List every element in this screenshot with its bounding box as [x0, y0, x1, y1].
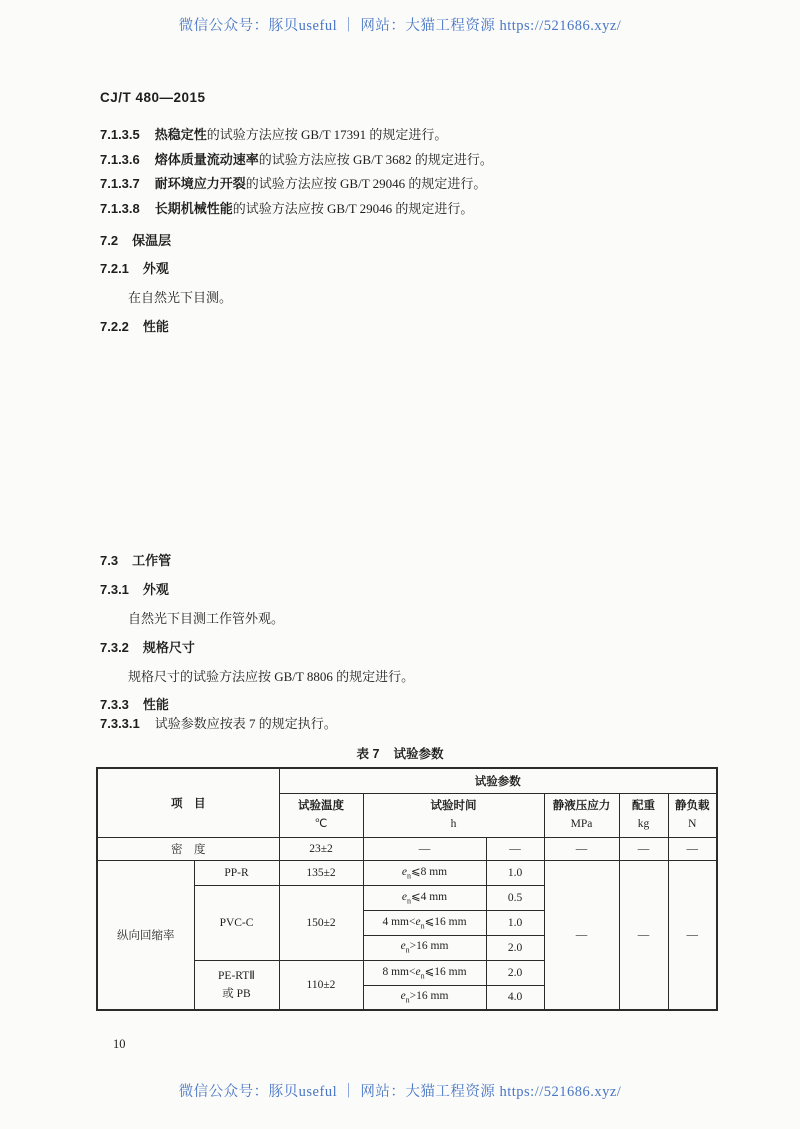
clause-number: 7.3.3.1 — [100, 716, 140, 731]
cell-pressure: — — [544, 837, 619, 860]
cell-temp: 110±2 — [279, 960, 363, 1010]
clause-line — [100, 441, 115, 466]
cond-subscript: n — [405, 995, 410, 1005]
clause-line — [100, 491, 115, 516]
header-unit: h — [450, 818, 457, 830]
clause-text: 的试验方法应按 GB/T 3682 的规定进行。 — [258, 151, 493, 167]
cell-temp: 135±2 — [279, 860, 363, 885]
cell-time-val: 2.0 — [486, 960, 544, 985]
section-heading-722 — [100, 316, 169, 335]
cell-time-val: 2.0 — [486, 935, 544, 960]
header-label: 静负载 — [675, 800, 710, 812]
cell-material-pert — [194, 960, 279, 1010]
cell-time-cond — [363, 910, 486, 935]
table-row-density — [97, 837, 717, 860]
clause-line — [100, 148, 493, 173]
cell-pressure: — — [544, 860, 619, 1010]
table-row-shrinkage-ppr — [97, 860, 717, 885]
section-number: 7.3 — [100, 553, 119, 568]
cell-time-cond — [363, 935, 486, 960]
clause-line — [100, 123, 493, 148]
cell-time-val: — — [486, 837, 544, 860]
clause-line — [100, 466, 115, 491]
cond-symbol-e: e — [401, 866, 407, 879]
cond-subscript: n — [406, 896, 411, 906]
section-number: 7.2 — [100, 233, 119, 248]
cell-time-val: 1.0 — [486, 860, 544, 885]
paragraph-721: 在自然光下目测。 — [128, 290, 233, 305]
cond-suffix: ⩽4 mm — [410, 891, 448, 904]
clause-term: 长期机械性能 — [154, 200, 233, 216]
section-number: 7.3.1 — [100, 582, 129, 597]
header-unit: ℃ — [314, 818, 328, 830]
header-unit: MPa — [570, 818, 593, 830]
header-label: 配重 — [632, 800, 655, 812]
cell-time-cond — [363, 885, 486, 910]
cell-weight: — — [619, 860, 668, 1010]
section-heading-733 — [100, 694, 169, 713]
section-heading-73 — [100, 550, 171, 569]
doc-number: CJ/T 480—2015 — [100, 90, 206, 105]
cell-time-cond — [363, 960, 486, 985]
header-label: 试验时间 — [430, 800, 477, 812]
cell-time-val: 4.0 — [486, 985, 544, 1010]
cond-suffix: ⩽16 mm — [424, 916, 467, 929]
section-title: 工作管 — [132, 553, 172, 568]
section-heading-731 — [100, 579, 169, 598]
clause-group-713 — [100, 123, 493, 221]
clause-line — [100, 172, 493, 197]
clause-number: 7.1.3.5 — [100, 127, 140, 142]
cond-subscript: n — [420, 971, 425, 981]
clause-number: 7.1.3.7 — [100, 176, 140, 192]
cell-temp: 150±2 — [279, 885, 363, 960]
section-heading-732 — [100, 637, 195, 656]
header-cell-weight — [619, 793, 668, 837]
cond-suffix: ⩽8 mm — [410, 866, 448, 879]
clause-number: 7.1.3.8 — [100, 200, 140, 216]
cell-load: — — [668, 860, 717, 1010]
header-cell-temperature — [279, 793, 363, 837]
cell-time-val: 1.0 — [486, 910, 544, 935]
watermark-bottom: 微信公众号：豚贝useful ｜ 网站：大猫工程资源 https://521686.xyz/ — [178, 1084, 622, 1100]
section-title: 外观 — [142, 261, 169, 276]
cond-symbol-e: e — [400, 940, 406, 953]
cond-subscript: n — [405, 945, 410, 955]
clause-line — [100, 368, 115, 393]
table7-test-parameters — [96, 767, 718, 1011]
section-number: 7.2.2 — [100, 319, 129, 334]
header-cell-item: 项 目 — [97, 768, 279, 837]
section-title: 外观 — [142, 582, 169, 597]
cond-symbol-e: e — [400, 990, 406, 1003]
cond-subscript: n — [420, 921, 425, 931]
header-cell-group: 试验参数 — [279, 768, 717, 793]
section-number: 7.2.1 — [100, 261, 129, 276]
material-line1: PE-RTⅡ — [218, 969, 255, 982]
header-unit: N — [688, 818, 697, 830]
clause-term: 耐环境应力开裂 — [154, 176, 246, 192]
cell-material-pvcc: PVC-C — [194, 885, 279, 960]
clause-7331 — [100, 713, 337, 732]
clause-text: 试验参数应按表 7 的规定执行。 — [154, 716, 337, 731]
clause-line — [100, 392, 115, 417]
clause-text: 的试验方法应按 GB/T 29046 的规定进行。 — [245, 176, 487, 192]
section-title: 性能 — [142, 319, 169, 334]
header-cell-pressure — [544, 793, 619, 837]
section-number: 7.3.3 — [100, 697, 129, 712]
clause-text: 的试验方法应按 GB/T 17391 的规定进行。 — [206, 127, 448, 142]
cell-time-val: 0.5 — [486, 885, 544, 910]
table-header-row-1 — [97, 768, 717, 793]
clause-line — [100, 197, 493, 222]
page-number: 10 — [113, 1037, 126, 1051]
header-unit: kg — [637, 818, 650, 830]
cond-symbol-e: e — [401, 891, 407, 904]
cond-symbol-e: e — [415, 916, 421, 929]
cond-subscript: n — [406, 871, 411, 881]
cell-material-ppr: PP-R — [194, 860, 279, 885]
paragraph-731: 自然光下目测工作管外观。 — [128, 611, 285, 626]
cell-time-cond — [363, 860, 486, 885]
table7-caption-title: 试验参数 — [393, 747, 444, 761]
clause-number: 7.1.3.6 — [100, 151, 140, 167]
cell-time-cond — [363, 985, 486, 1010]
section-title: 性能 — [142, 697, 169, 712]
cond-prefix: 8 mm< — [382, 966, 416, 979]
cell-temp: 23±2 — [279, 837, 363, 860]
clause-term: 熔体质量流动速率 — [154, 151, 259, 167]
cond-suffix: ⩽16 mm — [424, 966, 467, 979]
clause-line — [100, 343, 115, 368]
clause-line — [100, 417, 115, 442]
section-number: 7.3.2 — [100, 640, 129, 655]
header-cell-time — [363, 793, 544, 837]
clause-line — [100, 515, 115, 540]
material-line2: 或 PB — [222, 987, 251, 1000]
cell-item-density: 密 度 — [97, 837, 279, 860]
clause-text: 的试验方法应按 GB/T 29046 的规定进行。 — [232, 200, 474, 216]
header-label: 静液压应力 — [552, 800, 611, 812]
cell-item-shrinkage: 纵向回缩率 — [97, 860, 194, 1010]
table7-caption — [0, 744, 800, 762]
section-heading-721 — [100, 258, 169, 277]
header-cell-load — [668, 793, 717, 837]
cell-weight: — — [619, 837, 668, 860]
cell-time-cond: — — [363, 837, 486, 860]
header-label: 试验温度 — [298, 800, 344, 812]
paragraph-732: 规格尺寸的试验方法应按 GB/T 8806 的规定进行。 — [128, 669, 415, 684]
section-heading-72 — [100, 230, 171, 249]
section-title: 保温层 — [132, 233, 172, 248]
cond-prefix: 4 mm< — [382, 916, 416, 929]
clause-group-722 — [100, 343, 115, 540]
table7-caption-label: 表 7 — [356, 747, 380, 761]
cond-symbol-e: e — [415, 966, 421, 979]
section-title: 规格尺寸 — [142, 640, 195, 655]
cond-suffix: >16 mm — [409, 940, 449, 953]
clause-term: 热稳定性 — [154, 127, 207, 142]
cell-load: — — [668, 837, 717, 860]
watermark-top: 微信公众号：豚贝useful ｜ 网站：大猫工程资源 https://521686.xyz/ — [178, 18, 622, 34]
cond-suffix: >16 mm — [409, 990, 449, 1003]
